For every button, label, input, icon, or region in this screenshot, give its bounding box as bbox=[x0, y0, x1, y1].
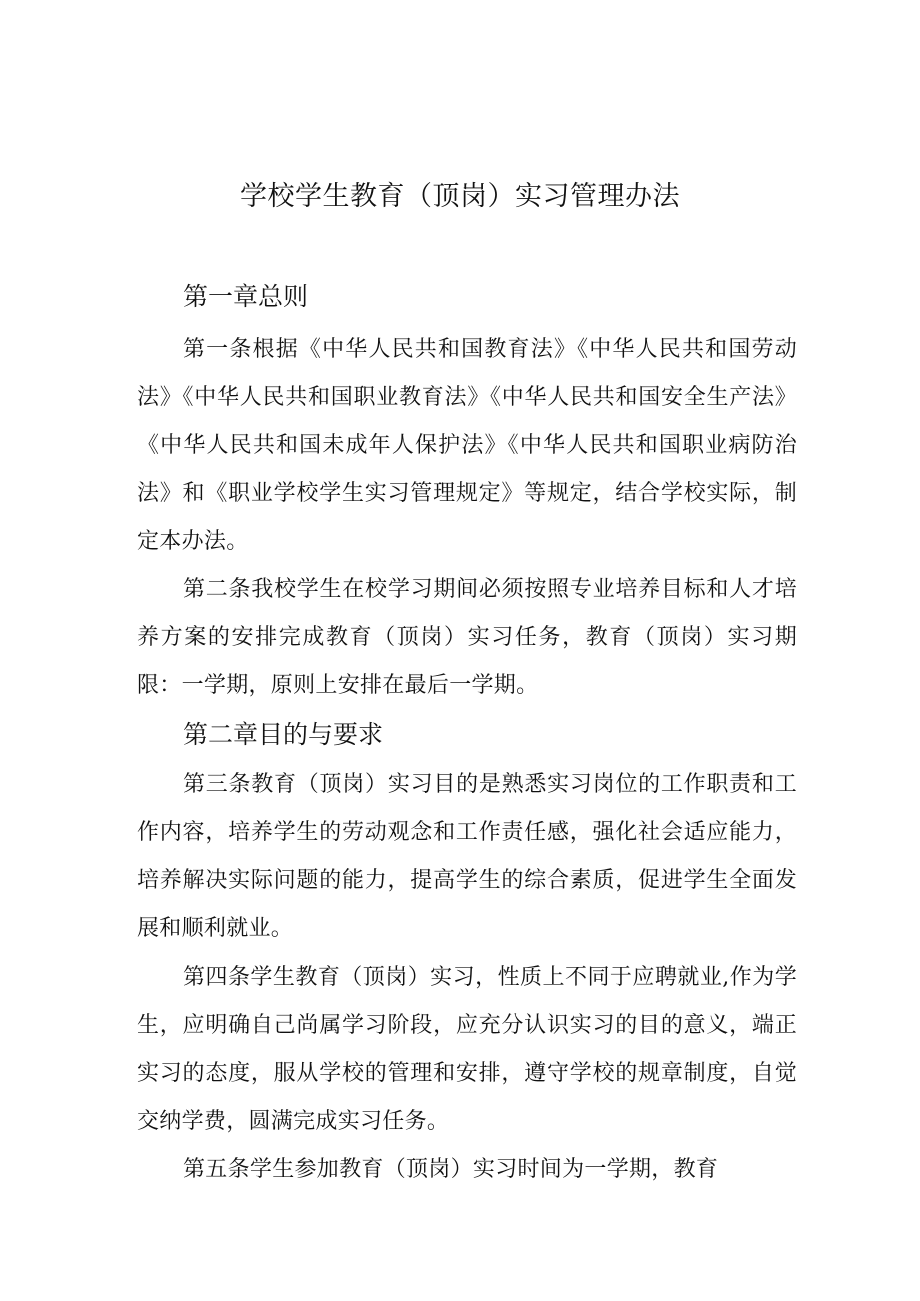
article-paragraph: 第四条学生教育（顶岗）实习，性质上不同于应聘就业,作为学生，应明确自己尚属学习阶段，应充分认识实习的目的意义，端正实习的态度，服从学校的管理和安排，遵守学校的规章制度，自觉交纳学费，圆满完成实习任务。 bbox=[137, 965, 797, 1134]
article-paragraph: 第二条我校学生在校学习期间必须按照专业培养目标和人才培养方案的安排完成教育（顶岗）实习任务，教育（顶岗）实习期限：一学期，原则上安排在最后一学期。 bbox=[137, 577, 797, 698]
chapter-heading: 第一章总则 bbox=[183, 282, 309, 311]
article-paragraph: 第五条学生参加教育（顶岗）实习时间为一学期，教育 bbox=[183, 1157, 719, 1182]
chapter-heading: 第二章目的与要求 bbox=[183, 720, 384, 749]
document-title: 学校学生教育（顶岗）实习管理办法 bbox=[240, 181, 680, 212]
article-paragraph: 第三条教育（顶岗）实习目的是熟悉实习岗位的工作职责和工作内容，培养学生的劳动观念和工作责任感，强化社会适应能力，培养解决实际问题的能力，提高学生的综合素质，促进学生全面发展和顺利就业。 bbox=[137, 772, 797, 941]
article-paragraph: 第一条根据《中华人民共和国教育法》《中华人民共和国劳动法》《中华人民共和国职业教育法》《中华人民共和国安全生产法》《中华人民共和国未成年人保护法》《中华人民共和国职业病防治法》和《职业学校学生实习管理规定》等规定，结合学校实际，制定本办法。 bbox=[137, 337, 797, 554]
